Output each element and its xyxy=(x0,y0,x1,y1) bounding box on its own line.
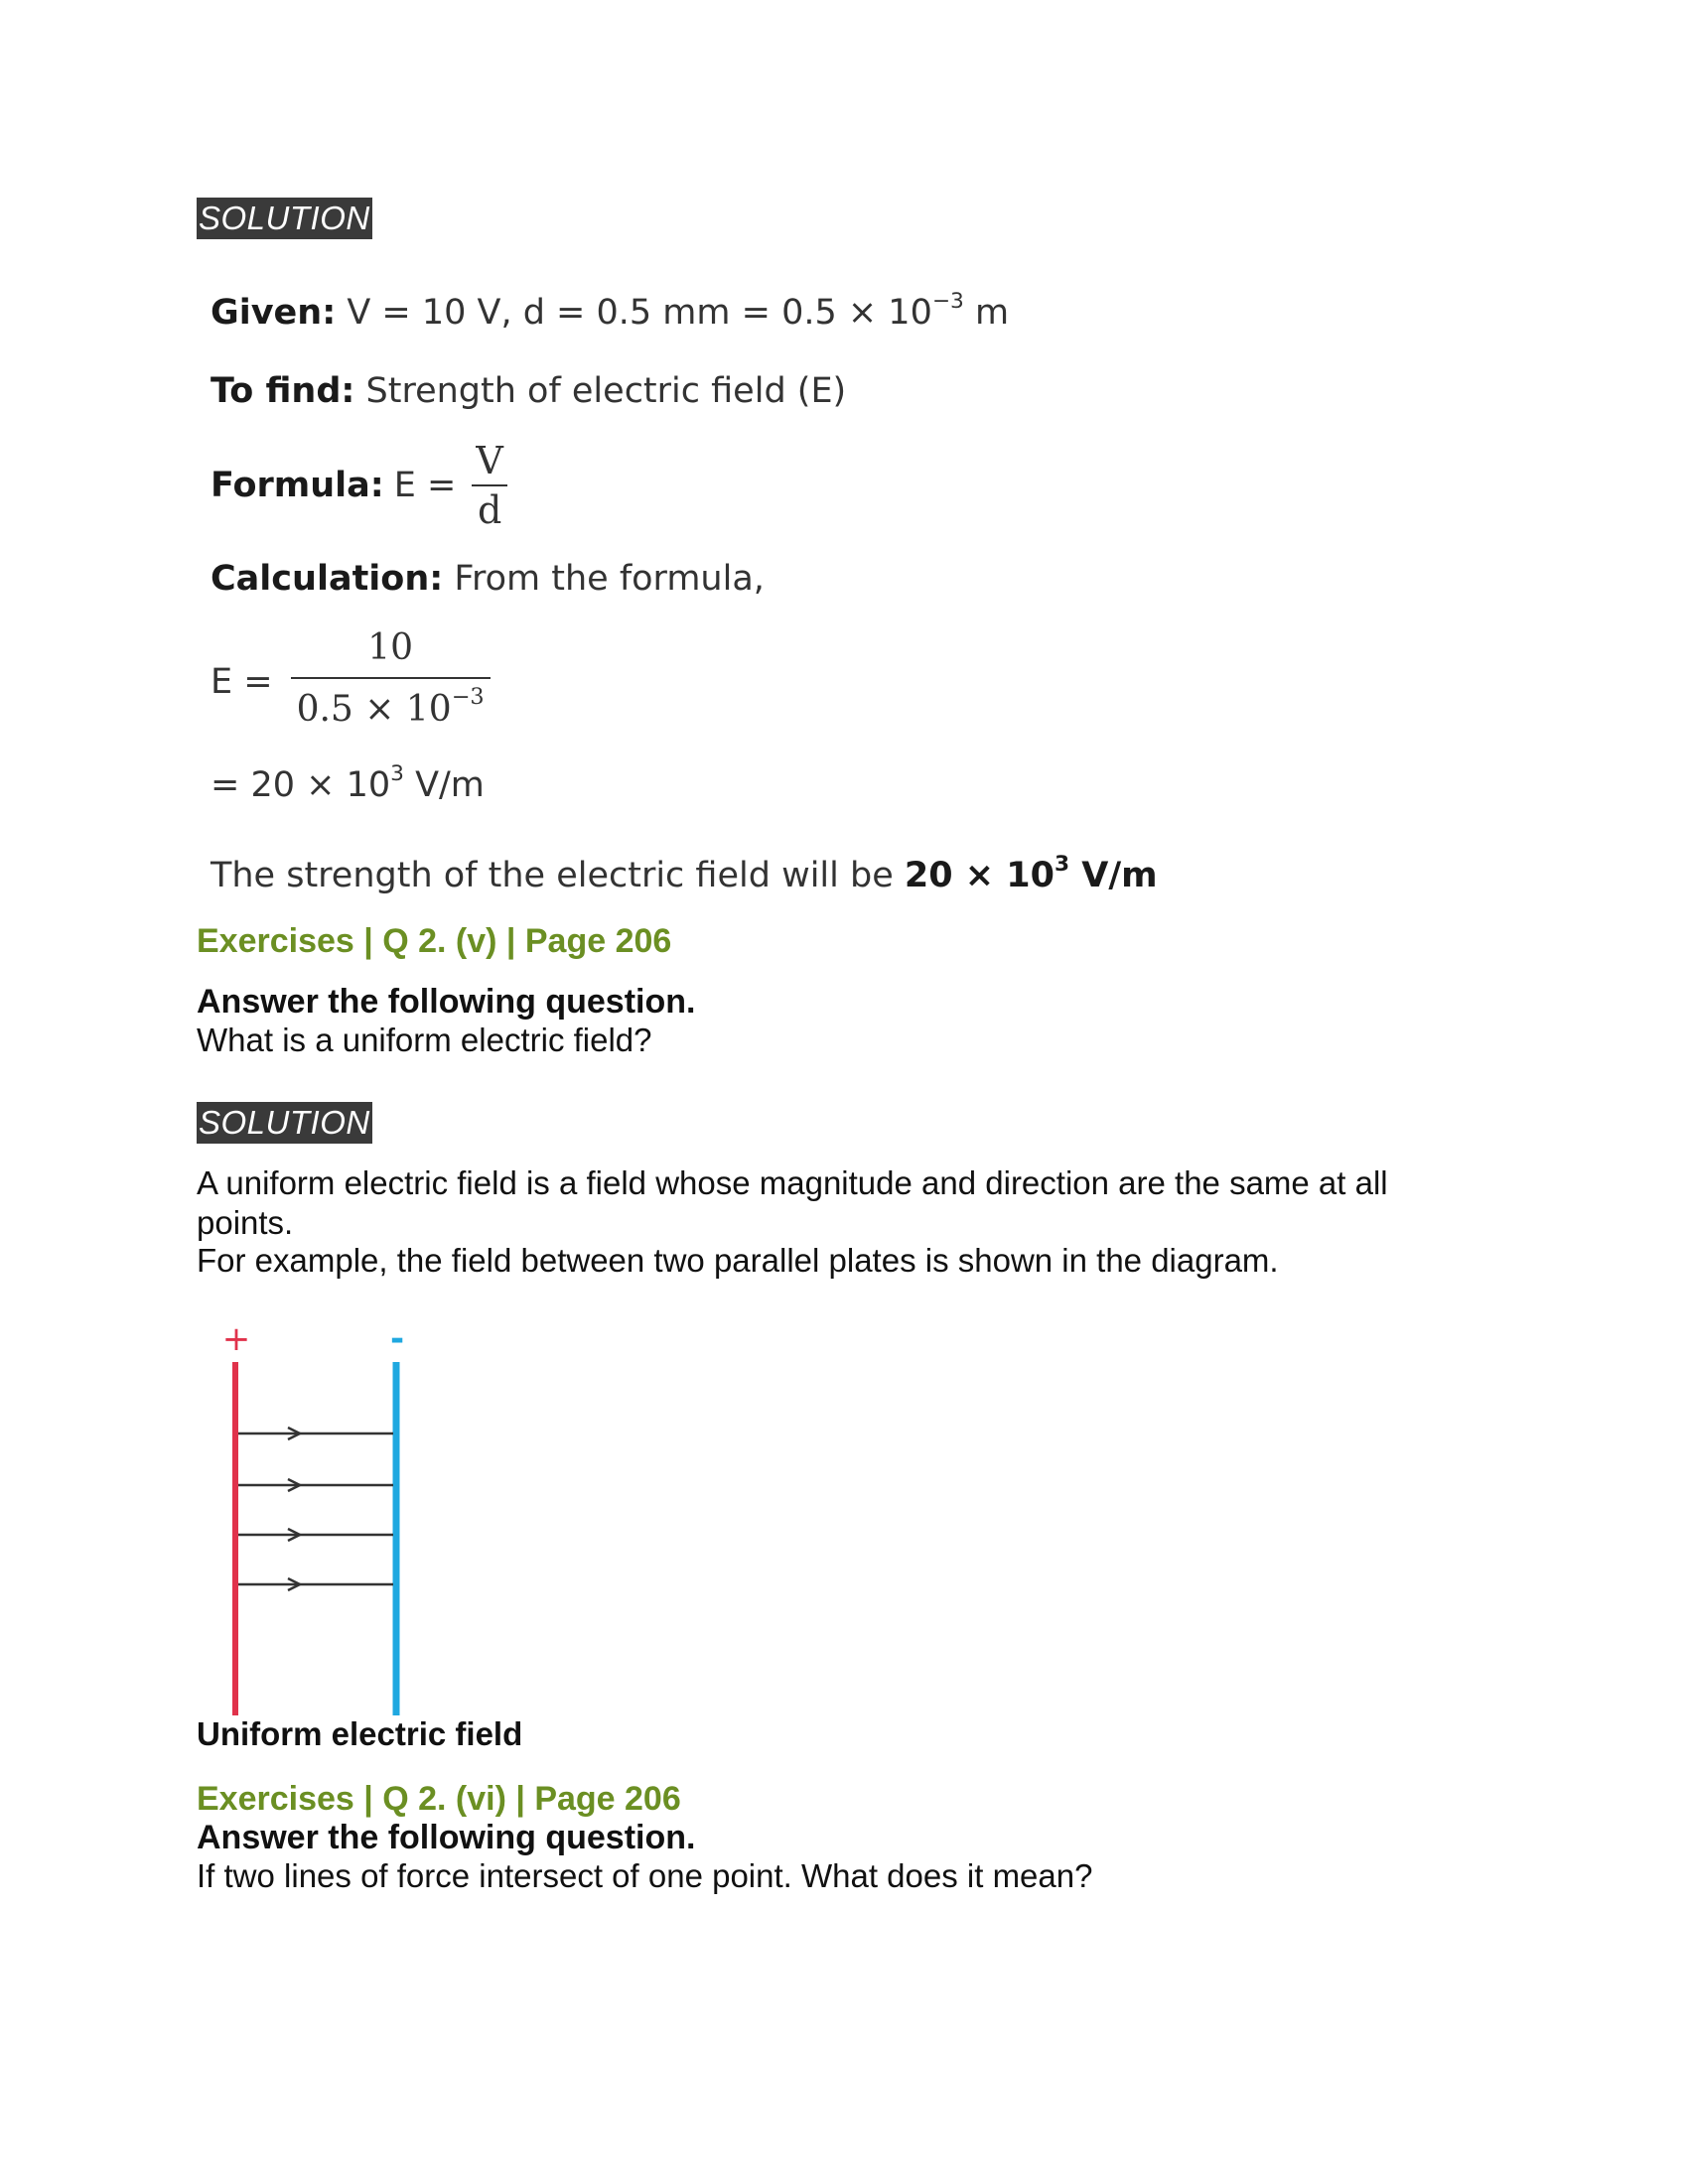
tofind-line xyxy=(211,371,846,411)
denominator-base: 0.5 × 10 xyxy=(296,689,452,730)
exercise-v-question: What is a uniform electric field? xyxy=(197,1022,652,1058)
equation-fraction-bar xyxy=(291,677,491,679)
result-line xyxy=(211,760,485,805)
diagram-caption: Uniform electric field xyxy=(197,1715,523,1752)
result-exponent: 3 xyxy=(390,760,404,786)
tofind-label: To find: xyxy=(211,371,355,411)
solution-2-paragraph-2: For example, the field between two parallel plates is shown in the diagram. xyxy=(197,1242,1279,1279)
equation-fraction xyxy=(291,621,491,743)
exercise-vi-heading[interactable]: Exercises | Q 2. (vi) | Page 206 xyxy=(197,1780,681,1818)
result-unit: V/m xyxy=(415,765,485,805)
exercise-vi-question: If two lines of force intersect of one point. What does it mean? xyxy=(197,1857,1093,1894)
formula-fraction xyxy=(472,437,506,534)
calculation-label: Calculation: xyxy=(211,559,444,599)
given-unit: m xyxy=(974,293,1010,333)
positive-sign: + xyxy=(221,1319,251,1359)
exercise-vi-instruction: Answer the following question. xyxy=(197,1819,696,1856)
uniform-field-diagram xyxy=(189,1310,427,1727)
calculation-text: From the formula, xyxy=(454,559,765,599)
field-line-2 xyxy=(238,1479,393,1491)
formula-numerator: V xyxy=(476,439,503,482)
conclusion-unit: V/m xyxy=(1081,856,1158,895)
solution-badge: SOLUTION xyxy=(197,198,372,239)
formula-line xyxy=(211,437,507,534)
equation-denominator xyxy=(291,681,491,743)
conclusion-value: 20 × 10 xyxy=(904,856,1055,895)
tofind-text: Strength of electric field (E) xyxy=(365,371,847,411)
given-text: V = 10 V, d = 0.5 mm = 0.5 × 10 xyxy=(347,293,932,333)
solution-badge-2: SOLUTION xyxy=(197,1102,372,1144)
equation-numerator: 10 xyxy=(367,627,413,668)
conclusion-line xyxy=(211,851,1158,895)
formula-lhs: E = xyxy=(393,466,457,505)
result-text: = 20 × 10 xyxy=(211,765,391,805)
given-label: Given: xyxy=(211,293,337,333)
solution-2-paragraph-1: A uniform electric field is a field whose magnitude and direction are the same at all points. xyxy=(197,1164,1388,1241)
conclusion-exponent: 3 xyxy=(1055,851,1070,877)
denominator-exponent: −3 xyxy=(451,684,485,711)
field-line-4 xyxy=(238,1578,393,1590)
exercise-v-heading[interactable]: Exercises | Q 2. (v) | Page 206 xyxy=(197,922,672,960)
given-line xyxy=(211,288,1010,333)
equation-lhs: E = xyxy=(211,662,273,702)
formula-label: Formula: xyxy=(211,466,384,505)
formula-denominator: d xyxy=(477,488,502,532)
field-line-3 xyxy=(238,1529,393,1541)
calculation-line xyxy=(211,559,765,599)
negative-sign: - xyxy=(389,1319,405,1359)
given-exponent: −3 xyxy=(931,288,964,314)
conclusion-text: The strength of the electric field will be xyxy=(211,856,894,895)
exercise-v-instruction: Answer the following question. xyxy=(197,983,696,1021)
equation-line xyxy=(211,621,491,743)
field-line-1 xyxy=(238,1428,393,1439)
